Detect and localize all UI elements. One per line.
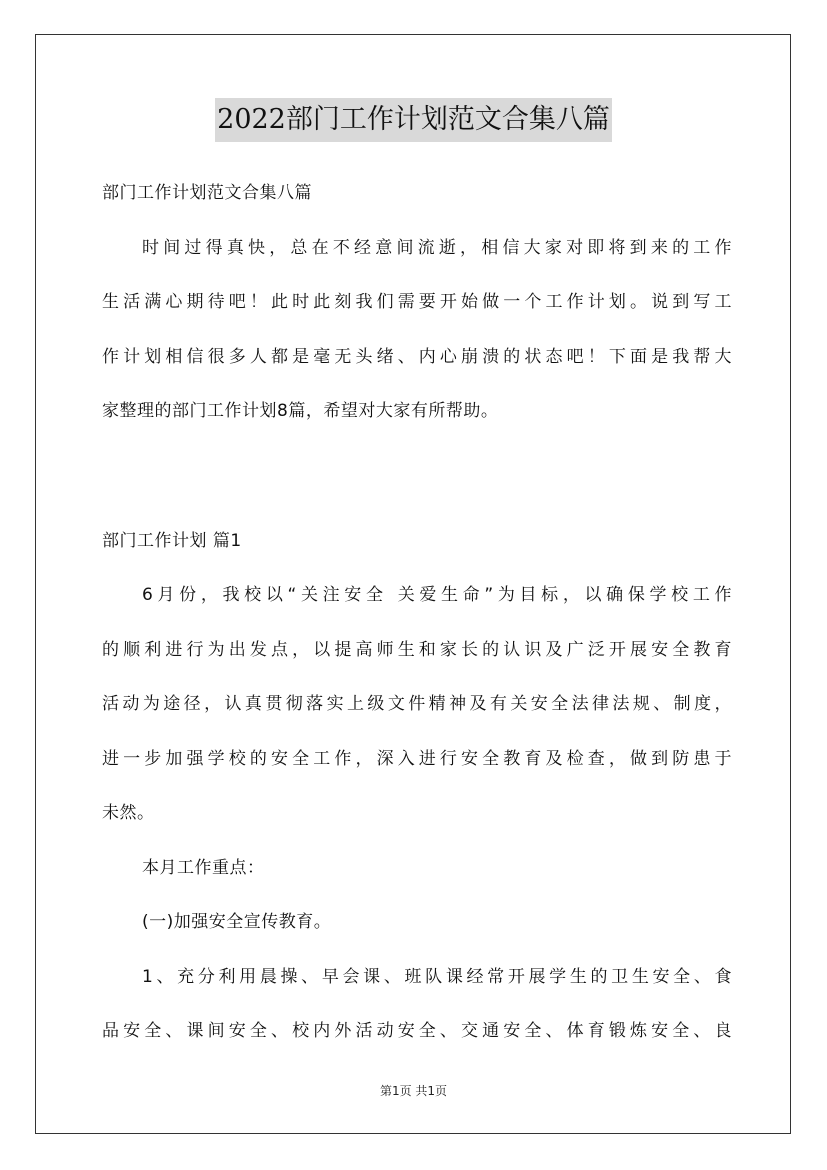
document-title: 2022部门工作计划范文合集八篇 xyxy=(215,98,612,142)
focus-heading: 本月工作重点： xyxy=(142,857,265,878)
item1-line-1: 1、充分利用晨操、早会课、班队课经常开展学生的卫生安全、食 xyxy=(142,966,732,987)
intro-line-4: 家整理的部门工作计划8篇，希望对大家有所帮助。 xyxy=(102,401,499,421)
section-para-line-3: 活动为途径，认真贯彻落实上级文件精神及有关安全法律法规、制度， xyxy=(102,694,732,714)
subtitle: 部门工作计划范文合集八篇 xyxy=(102,183,312,203)
page-footer: 第1页 共1页 xyxy=(379,1084,448,1098)
intro-line-1: 时间过得真快，总在不经意间流逝，相信大家对即将到来的工作 xyxy=(142,237,732,258)
intro-line-2: 生活满心期待吧！此时此刻我们需要开始做一个工作计划。说到写工 xyxy=(102,292,732,312)
intro-line-3: 作计划相信很多人都是毫无头绪、内心崩溃的状态吧！下面是我帮大 xyxy=(102,346,732,367)
section-para-line-4: 进一步加强学校的安全工作，深入进行安全教育及检查，做到防患于 xyxy=(102,748,732,769)
section-heading: 部门工作计划 篇1 xyxy=(102,530,242,551)
item1-line-2: 品安全、课间安全、校内外活动安全、交通安全、体育锻炼安全、良 xyxy=(102,1021,732,1041)
item-heading: (一)加强安全宣传教育。 xyxy=(142,912,332,932)
document-body xyxy=(102,176,732,1049)
section-para-line-1: 6月份，我校以“关注安全 关爱生命”为目标，以确保学校工作 xyxy=(142,585,732,605)
title-wrapper xyxy=(0,98,827,142)
section-para-line-5: 未然。 xyxy=(102,803,155,823)
section-para-line-2: 的顺利进行为出发点，以提高师生和家长的认识及广泛开展安全教育 xyxy=(102,639,732,660)
